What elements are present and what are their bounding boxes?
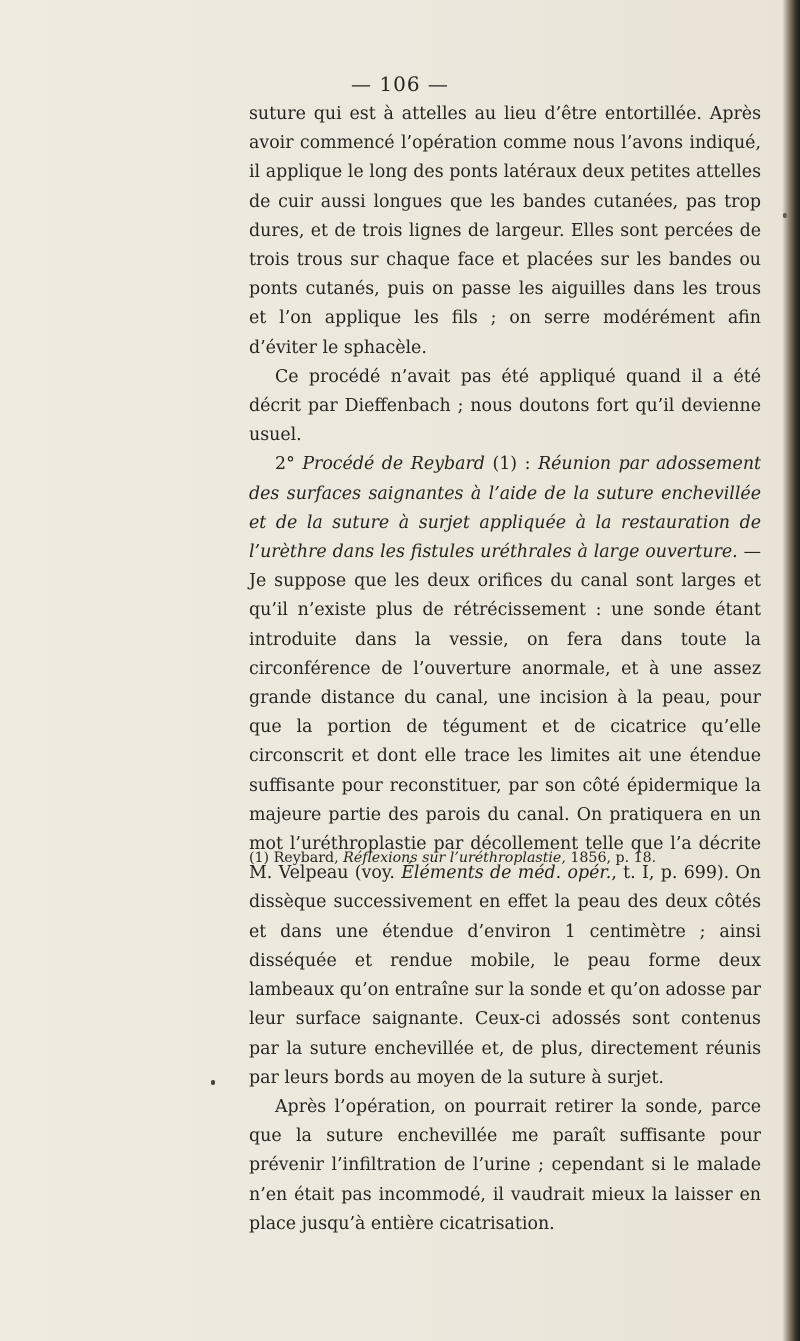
method-title: Procédé de Reybard (302, 454, 485, 475)
ink-speck (211, 1080, 215, 1085)
page-edge-shadow (782, 0, 800, 1341)
page-number: — 106 — (351, 72, 449, 96)
footnote-marker: (1) (249, 850, 270, 866)
method-description: — Je suppose que les deux orifices du canal sont larges et qu’il n’existe plus de rétrécissement : une sonde étant introduite dans la vessie, on fera dans toute la circonférence de l’ouverture anormale, et à une assez grande distance du canal, une incision à la peau, pour que la portion de tégument et de cicatrice qu’elle circonscrit et dont elle trace les limites ait une étendue suffisante pour reconstituer, par son côté épidermique la majeure partie des parois du canal. On pratiquera en un mot l’uréthroplastie par décollement telle que l’a décrite M. Velpeau (voy. (249, 542, 761, 884)
body-text (249, 100, 761, 1239)
method-description-cont: , t. I, p. 699). On dissèque successivement en effet la peau des deux côtés et dans une étendue d’environ 1 centimètre ; ainsi disséquée et rendue mobile, le peau forme deux lambeaux qu’on entraîne sur la sonde et qu’on adosse par leur surface saignante. Ceux-ci adossés sont contenus par la suture enchevillée et, de plus, directement réunis par leurs bords au moyen de la suture à surjet. (249, 863, 761, 1088)
paragraph-after-operation: Après l’opération, on pourrait retirer la sonde, parce que la suture enchevillée me paraît suffisante pour prévenir l’infiltration de l’urine ; cependant si le malade n’en était pas incommodé, il vaudrait mieux la laisser en place jusqu’à entière cicatrisation. (249, 1096, 761, 1234)
footnote-title: Réflexions sur l’uréthroplastie, (343, 850, 566, 866)
footnote (249, 848, 761, 868)
footnote-reference: (1) (492, 454, 518, 475)
footnote-author: Reybard, (273, 850, 339, 866)
paragraph-dieffenbach: Ce procédé n’avait pas été appliqué quand il a été décrit par Dieffenbach ; nous doutons fort qu’il devienne usuel. (249, 366, 761, 446)
method-subtitle: Réunion par adossement des surfaces saignantes à l’aide de la suture enchevillée et de la suture à surjet appliquée à la restauration de l’urèthre dans les fistules uréthrales à large ouverture. (249, 454, 762, 563)
paragraph-continuation: suture qui est à attelles au lieu d’être entortillée. Après avoir commencé l’opération comme nous l’avons indiqué, il applique le long des ponts latéraux deux petites attelles de cuir aussi longues que les bandes cutanées, pas trop dures, et de trois lignes de largeur. Elles sont percées de trois trous sur chaque face et placées sur les bandes ou ponts cutanés, puis on passe les aiguilles dans les trous et l’on applique les fils ; on serre modérément afin d’éviter le sphacèle. (249, 104, 761, 358)
paragraph-reybard (249, 450, 761, 1092)
title-colon: : (524, 454, 531, 475)
section-number: 2° (275, 454, 295, 475)
cited-work: Éléments de méd. opér. (401, 863, 612, 884)
footnote-details: 1856, p. 18. (570, 850, 657, 866)
